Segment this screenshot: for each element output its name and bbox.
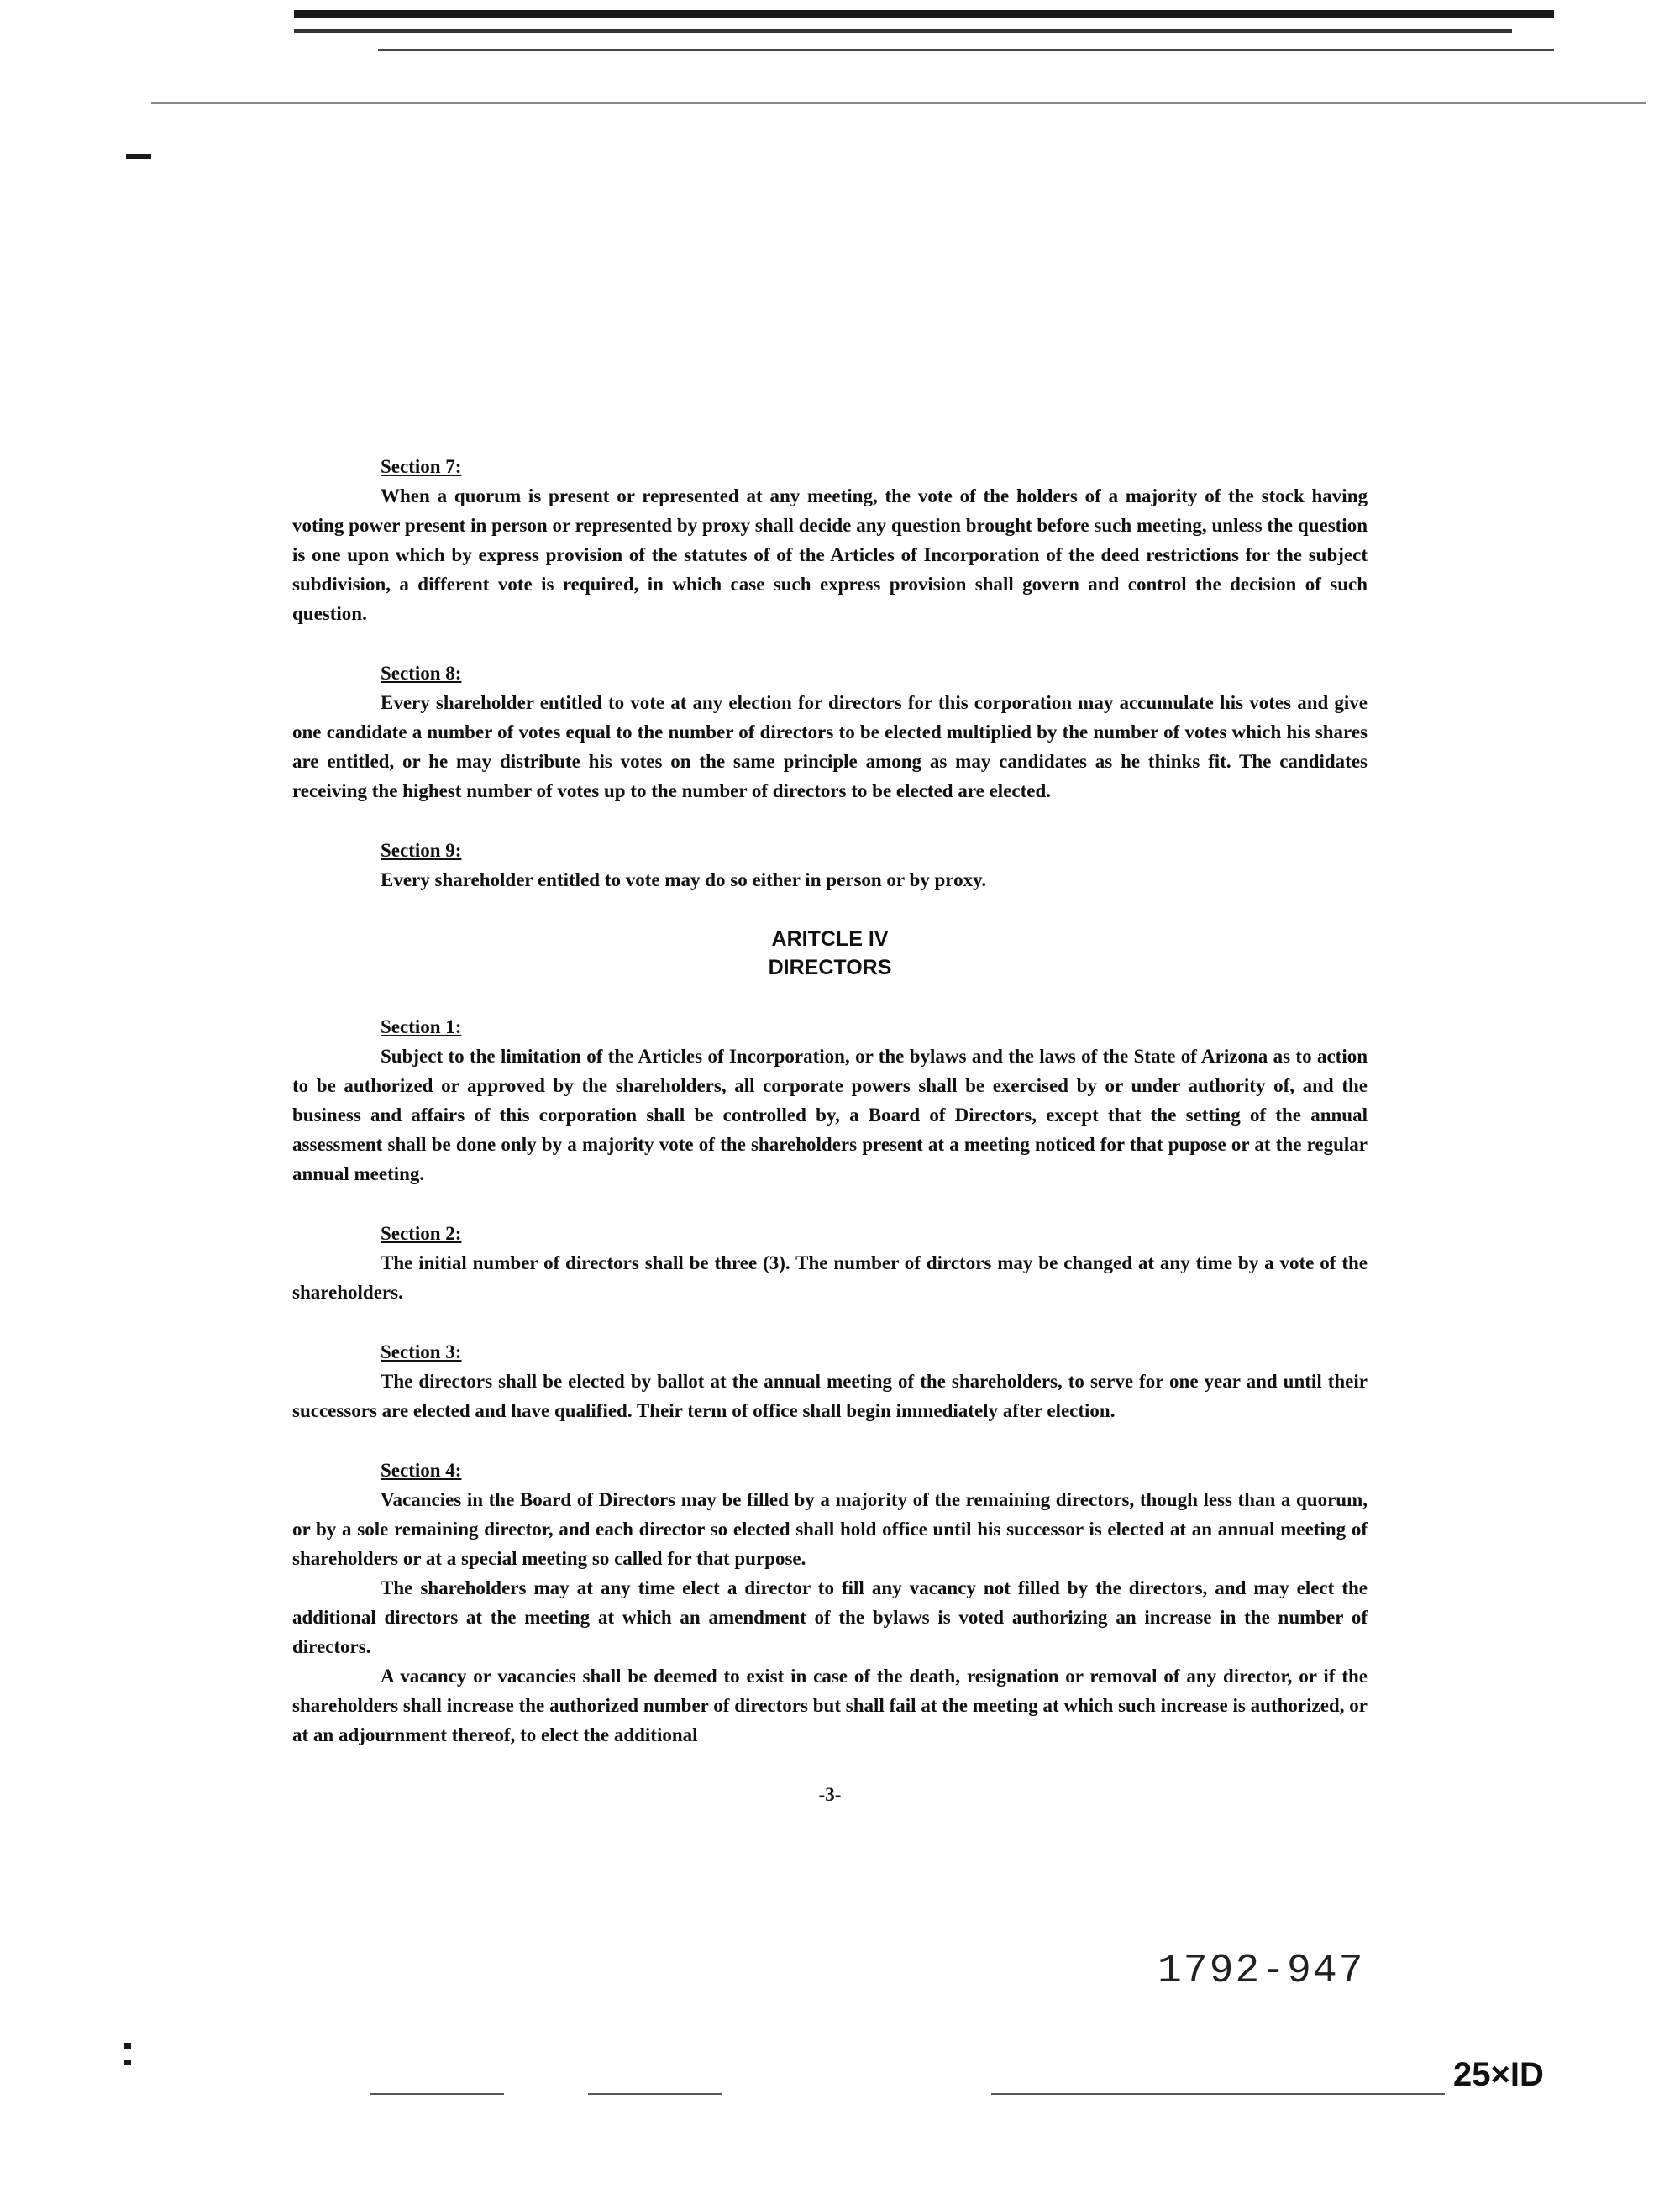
section-paragraph: Vacancies in the Board of Directors may be filled by a majority of the remaining directors, though less than a quorum, or by a sole remaining director, and each director so elected shall hold office until his successor is elected at an annual meeting of shareholders or at a special meeting so called for that purpose.	[292, 1489, 1368, 1569]
section	[292, 836, 1368, 895]
scan-artifact-top	[378, 49, 1554, 51]
section-paragraph: Subject to the limitation of the Articles of Incorporation, or the bylaws and the laws of the State of Arizona as to action to be authorized or approved by the shareholders, all corporate powers shall be exercised by or under authority of, and the business and affairs of this corporation shall be controlled by, a Board of Directors, except that the setting of the annual assessment shall be done only by a majority vote of the shareholders present at a meeting noticed for that pupose or at the regular annual meeting.	[292, 1046, 1368, 1184]
scan-artifact-top	[151, 102, 1646, 104]
section	[292, 1012, 1368, 1189]
document-body	[292, 452, 1368, 1809]
section-heading: Section 8:	[381, 663, 462, 684]
section	[292, 452, 1368, 628]
scan-artifact-bottom	[991, 2093, 1445, 2095]
section-heading: Section 2:	[381, 1223, 462, 1244]
section-paragraph: The directors shall be elected by ballot at the annual meeting of the shareholders, to serve for one year and until their successors are elected and have qualified. Their term of office shall begin immediately after election.	[292, 1371, 1368, 1421]
section-heading: Section 4:	[381, 1460, 462, 1481]
section-paragraph: A vacancy or vacancies shall be deemed to exist in case of the death, resignation or removal of any director, or if the shareholders shall increase the authorized number of directors but shall fail at the meeting at which such increase is authorized, or at an adjournment thereof, to elect the additional	[292, 1666, 1368, 1745]
scan-artifact-left	[124, 2060, 131, 2065]
scan-artifact-top	[294, 29, 1512, 33]
page-number: -3-	[818, 1784, 842, 1805]
section	[292, 659, 1368, 806]
section	[292, 1219, 1368, 1307]
section-paragraph: Every shareholder entitled to vote at any election for directors for this corporation may accumulate his votes and give one candidate a number of votes equal to the number of directors to be elected multiplied by the number of votes which his shares are entitled, or he may distribute his votes on the same principle among as may candidates as he thinks fit. The candidates receiving the highest number of votes up to the number of directors to be elected are elected.	[292, 692, 1368, 801]
scan-artifact-bottom	[370, 2093, 504, 2095]
article-heading	[292, 925, 1368, 982]
footer-code: 25×ID	[1453, 2056, 1544, 2093]
section-paragraph: Every shareholder entitled to vote may do so either in person or by proxy.	[381, 869, 987, 890]
scan-artifact-left	[126, 154, 151, 159]
section-heading: Section 3:	[381, 1341, 462, 1362]
section-heading: Section 7:	[381, 456, 462, 477]
section	[292, 1456, 1368, 1750]
section	[292, 1337, 1368, 1425]
article-title: DIRECTORS	[768, 956, 892, 979]
article-number: ARITCLE IV	[771, 927, 889, 951]
scan-artifact-top	[294, 10, 1554, 18]
scan-artifact-left	[124, 2043, 131, 2049]
section-paragraph: When a quorum is present or represented at any meeting, the vote of the holders of a majority of the stock having voting power present in person or represented by proxy shall decide any question brought before such meeting, unless the question is one upon which by express provision of the statutes of of the Articles of Incorporation of the deed restrictions for the subject subdivision, a different vote is required, in which case such express provision shall govern and control the decision of such question.	[292, 485, 1368, 624]
section-heading: Section 9:	[381, 840, 462, 861]
section-paragraph: The initial number of directors shall be three (3). The number of dirctors may be changed at any time by a vote of the shareholders.	[292, 1252, 1368, 1303]
document-number: 1792-947	[1158, 1949, 1365, 1994]
section-paragraph: The shareholders may at any time elect a director to fill any vacancy not filled by the directors, and may elect the additional directors at the meeting at which an amendment of the bylaws is voted authorizing an increase in the number of directors.	[292, 1577, 1368, 1657]
section-heading: Section 1:	[381, 1016, 462, 1037]
scan-artifact-bottom	[588, 2093, 722, 2095]
